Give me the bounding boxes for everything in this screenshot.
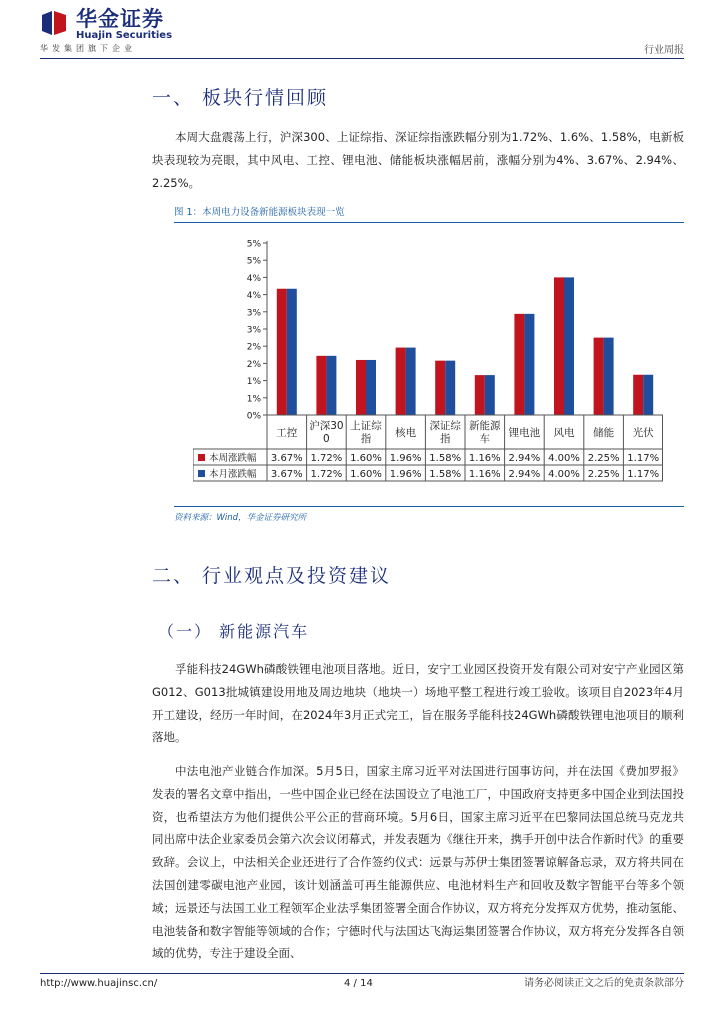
figure-top-rule bbox=[174, 222, 684, 223]
bar-monthly bbox=[366, 360, 376, 415]
bar-weekly bbox=[475, 375, 485, 415]
data-table-value: 3.67% bbox=[270, 469, 303, 480]
y-tick-label: 5% bbox=[246, 256, 261, 267]
bar-monthly bbox=[604, 338, 614, 415]
x-category-label: 0 bbox=[323, 433, 330, 445]
section-heading-industry-view: 二、 行业观点及投资建议 bbox=[152, 565, 392, 587]
bar-weekly bbox=[356, 360, 366, 415]
x-category-label: 风电 bbox=[553, 427, 575, 439]
logo-chinese-name: 华金证券 bbox=[76, 7, 164, 31]
bar-monthly bbox=[326, 356, 336, 415]
bar-monthly bbox=[524, 314, 534, 415]
data-table-value: 2.94% bbox=[508, 453, 541, 464]
legend-swatch-monthly bbox=[198, 470, 205, 477]
data-table-value: 1.58% bbox=[429, 453, 462, 464]
y-tick-label: 4% bbox=[246, 273, 261, 284]
data-table-value: 1.96% bbox=[389, 469, 422, 480]
data-table-value: 1.96% bbox=[389, 453, 422, 464]
logo-english-name: Huajin Securities bbox=[76, 30, 173, 41]
huajin-logo-mark-icon bbox=[40, 9, 68, 37]
x-category-label: 工控 bbox=[276, 427, 298, 439]
data-table-value: 1.17% bbox=[627, 453, 660, 464]
figure-bottom-rule bbox=[174, 506, 684, 507]
x-category-label: 新能源 bbox=[469, 420, 501, 432]
y-tick-label: 2% bbox=[246, 359, 261, 370]
footer-disclaimer: 请务必阅读正文之后的免责条款部分 bbox=[524, 978, 684, 989]
bar-monthly bbox=[406, 348, 416, 415]
data-table-value: 1.72% bbox=[310, 469, 343, 480]
y-tick-label: 1% bbox=[246, 394, 261, 405]
bar-weekly bbox=[633, 375, 643, 415]
bar-monthly bbox=[287, 289, 297, 415]
data-table-value: 1.17% bbox=[627, 469, 660, 480]
sector-performance-chart bbox=[193, 231, 663, 486]
x-category-label: 锂电池 bbox=[508, 427, 541, 439]
legend-swatch-weekly bbox=[198, 454, 205, 461]
logo-tagline: 华发集团旗下企业 bbox=[40, 44, 136, 53]
section-heading-market-review: 一、 板块行情回顾 bbox=[152, 87, 329, 109]
figure-source: 资料来源：Wind，华金证券研究所 bbox=[174, 513, 307, 523]
data-table-value: 1.58% bbox=[429, 469, 462, 480]
report-type: 行业周报 bbox=[644, 45, 684, 56]
nev-paragraph-1 bbox=[152, 658, 684, 749]
footer-website-link[interactable]: http://www.huajinsc.cn/ bbox=[40, 978, 158, 989]
paragraph-text: 中法电池产业链合作加深。5月5日，国家主席习近平对法国进行国事访问，并在法国《费加罗报》发表的署名文章中指出，一些中国企业已经在法国设立了电池工厂，中国政府支持更多中国企业到法国投资，也希望法方为他们提供公平公正的营商环境。5月6日，国家主席习近平在巴黎同法国总统马克龙共同出席中法企业家委员会第六次会议闭幕式，并发表题为《继往开来，携手开创中法合作新时代》的重要致辞。会议上，中法相关企业还进行了合作签约仪式：远景与苏伊士集团签署谅解备忘录，双方将共同在法国创建零碳电池产业园，该计划涵盖可再生能源供应、电池材料生产和回收及数字智能平台等多个领域；远景还与法国工业工程领军企业法孚集团签署全面合作协议，双方将充分发挥双方优势，推动氢能、电池装备和数字智能等领域的合作；宁德时代与法国达飞海运集团签署合作协议，双方将充分发挥各自领域的优势，专注于建设全面、 bbox=[152, 764, 684, 961]
data-table-value: 2.25% bbox=[587, 453, 620, 464]
y-tick-label: 3% bbox=[246, 325, 261, 336]
bar-monthly bbox=[485, 375, 495, 415]
y-tick-label: 4% bbox=[246, 291, 261, 302]
data-table-value: 1.60% bbox=[350, 453, 382, 464]
bar-monthly bbox=[564, 277, 574, 415]
header-divider bbox=[40, 58, 684, 59]
market-review-paragraph bbox=[152, 126, 684, 194]
y-tick-label: 3% bbox=[246, 308, 261, 319]
data-table-value: 2.25% bbox=[587, 469, 620, 480]
y-tick-label: 0% bbox=[246, 411, 261, 422]
legend-label: 本周涨跌幅 bbox=[209, 453, 257, 464]
y-tick-label: 2% bbox=[246, 342, 261, 353]
x-category-label: 车 bbox=[479, 433, 491, 445]
bar-weekly bbox=[554, 277, 564, 415]
figure-title: 图 1：本周电力设备新能源板块表现一览 bbox=[174, 207, 345, 218]
page-number: 4 / 14 bbox=[344, 978, 373, 989]
data-table-value: 1.16% bbox=[468, 469, 501, 480]
bar-monthly bbox=[445, 361, 455, 415]
data-table-value: 4.00% bbox=[548, 453, 580, 464]
x-category-label: 指 bbox=[360, 433, 372, 445]
bar-weekly bbox=[435, 361, 445, 415]
bar-weekly bbox=[594, 338, 604, 415]
x-category-label: 深证综 bbox=[429, 420, 461, 432]
subsection-heading-nev: （一） 新能源汽车 bbox=[158, 622, 310, 641]
legend-label: 本月涨跌幅 bbox=[209, 469, 257, 480]
data-table-value: 1.72% bbox=[310, 453, 343, 464]
bar-monthly bbox=[643, 375, 653, 415]
bar-weekly bbox=[316, 356, 326, 415]
x-category-label: 光伏 bbox=[632, 427, 654, 439]
x-category-label: 沪深30 bbox=[309, 420, 344, 432]
bar-weekly bbox=[396, 348, 406, 415]
x-category-label: 上证综 bbox=[350, 420, 382, 432]
footer-divider bbox=[40, 973, 684, 974]
x-category-label: 指 bbox=[439, 433, 451, 445]
paragraph-text: 孚能科技24GWh磷酸铁锂电池项目落地。近日，安宁工业园区投资开发有限公司对安宁产业园区第G012、G013批城镇建设用地及周边地块（地块一）场地平整工程进行竣工验收。该项目自2023年4月开工建设，经历一年时间，在2024年3月正式完工，旨在服务孚能科技24GWh磷酸铁锂电池项目的顺利落地。 bbox=[152, 662, 684, 745]
x-category-label: 储能 bbox=[593, 427, 615, 439]
data-table-value: 4.00% bbox=[548, 469, 580, 480]
x-category-label: 核电 bbox=[395, 427, 417, 439]
data-table-value: 1.60% bbox=[350, 469, 382, 480]
data-table-value: 1.16% bbox=[468, 453, 501, 464]
data-table-value: 3.67% bbox=[270, 453, 303, 464]
nev-paragraph-2 bbox=[152, 760, 684, 965]
y-tick-label: 1% bbox=[246, 377, 261, 388]
y-tick-label: 5% bbox=[246, 239, 261, 250]
data-table-value: 2.94% bbox=[508, 469, 541, 480]
bar-weekly bbox=[277, 289, 287, 415]
paragraph-text: 本周大盘震荡上行，沪深300、上证综指、深证综指涨跌幅分别为1.72%、1.6%、1.58%，电新板块表现较为亮眼，其中风电、工控、锂电池、储能板块涨幅居前，涨幅分别为4%、3.67%、2.94%、2.25%。 bbox=[152, 130, 684, 190]
bar-weekly bbox=[514, 314, 524, 415]
